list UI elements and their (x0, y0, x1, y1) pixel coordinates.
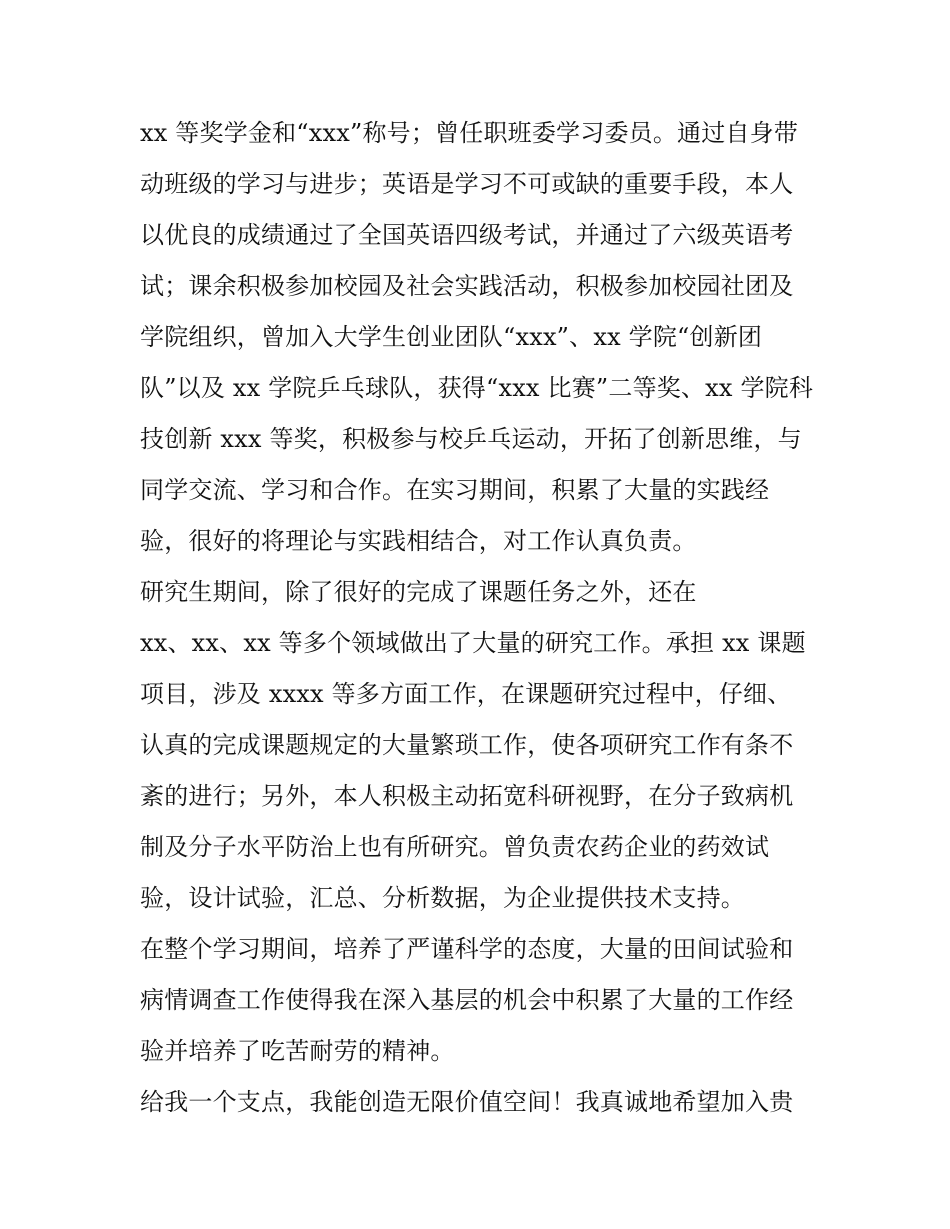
text-line: 试；课余积极参加校园及社会实践活动，积极参加校园社团及 (140, 272, 794, 300)
text-line: 给我一个支点，我能创造无限价值空间！我真诚地希望加入贵 (140, 1088, 794, 1116)
text-line: 制及分子水平防治上也有所研究。曾负责农药企业的药效试 (140, 833, 770, 861)
text-line: 技创新 xxx 等奖，积极参与校乒乓运动，开拓了创新思维，与 (140, 425, 802, 453)
text-line: 验并培养了吃苦耐劳的精神。 (140, 1037, 455, 1065)
text-line: 研究生期间，除了很好的完成了课题任务之外，还在 (140, 578, 697, 606)
text-line: 验，设计试验，汇总、分析数据，为企业提供技术支持。 (140, 884, 745, 912)
text-line: 队”以及 xx 学院乒乓球队，获得“xxx 比赛”二等奖、xx 学院科 (140, 374, 814, 402)
paragraph-graduate-research (140, 567, 820, 924)
text-line: 紊的进行；另外，本人积极主动拓宽科研视野，在分子致病机 (140, 782, 794, 810)
text-line: 以优良的成绩通过了全国英语四级考试，并通过了六级英语考 (140, 221, 794, 249)
text-line: 验，很好的将理论与实践相结合，对工作认真负责。 (140, 527, 697, 555)
document-body (140, 108, 820, 1128)
paragraph-awards (140, 108, 820, 567)
text-line: 项目，涉及 xxxx 等多方面工作，在课题研究过程中，仔细、 (140, 680, 792, 708)
text-line: 在整个学习期间，培养了严谨科学的态度，大量的田间试验和 (140, 935, 794, 963)
paragraph-study-attitude (140, 924, 820, 1077)
paragraph-closing (140, 1077, 820, 1128)
text-line: 同学交流、学习和合作。在实习期间，积累了大量的实践经 (140, 476, 770, 504)
text-line: xx、xx、xx 等多个领域做出了大量的研究工作。承担 xx 课题 (140, 629, 806, 657)
text-line: 动班级的学习与进步；英语是学习不可或缺的重要手段，本人 (140, 170, 794, 198)
text-line: xx 等奖学金和“xxx”称号；曾任职班委学习委员。通过自身带 (140, 119, 799, 147)
text-line: 学院组织，曾加入大学生创业团队“xxx”、xx 学院“创新团 (140, 323, 763, 351)
text-line: 认真的完成课题规定的大量繁琐工作，使各项研究工作有条不 (140, 731, 794, 759)
text-line: 病情调查工作使得我在深入基层的机会中积累了大量的工作经 (140, 986, 794, 1014)
